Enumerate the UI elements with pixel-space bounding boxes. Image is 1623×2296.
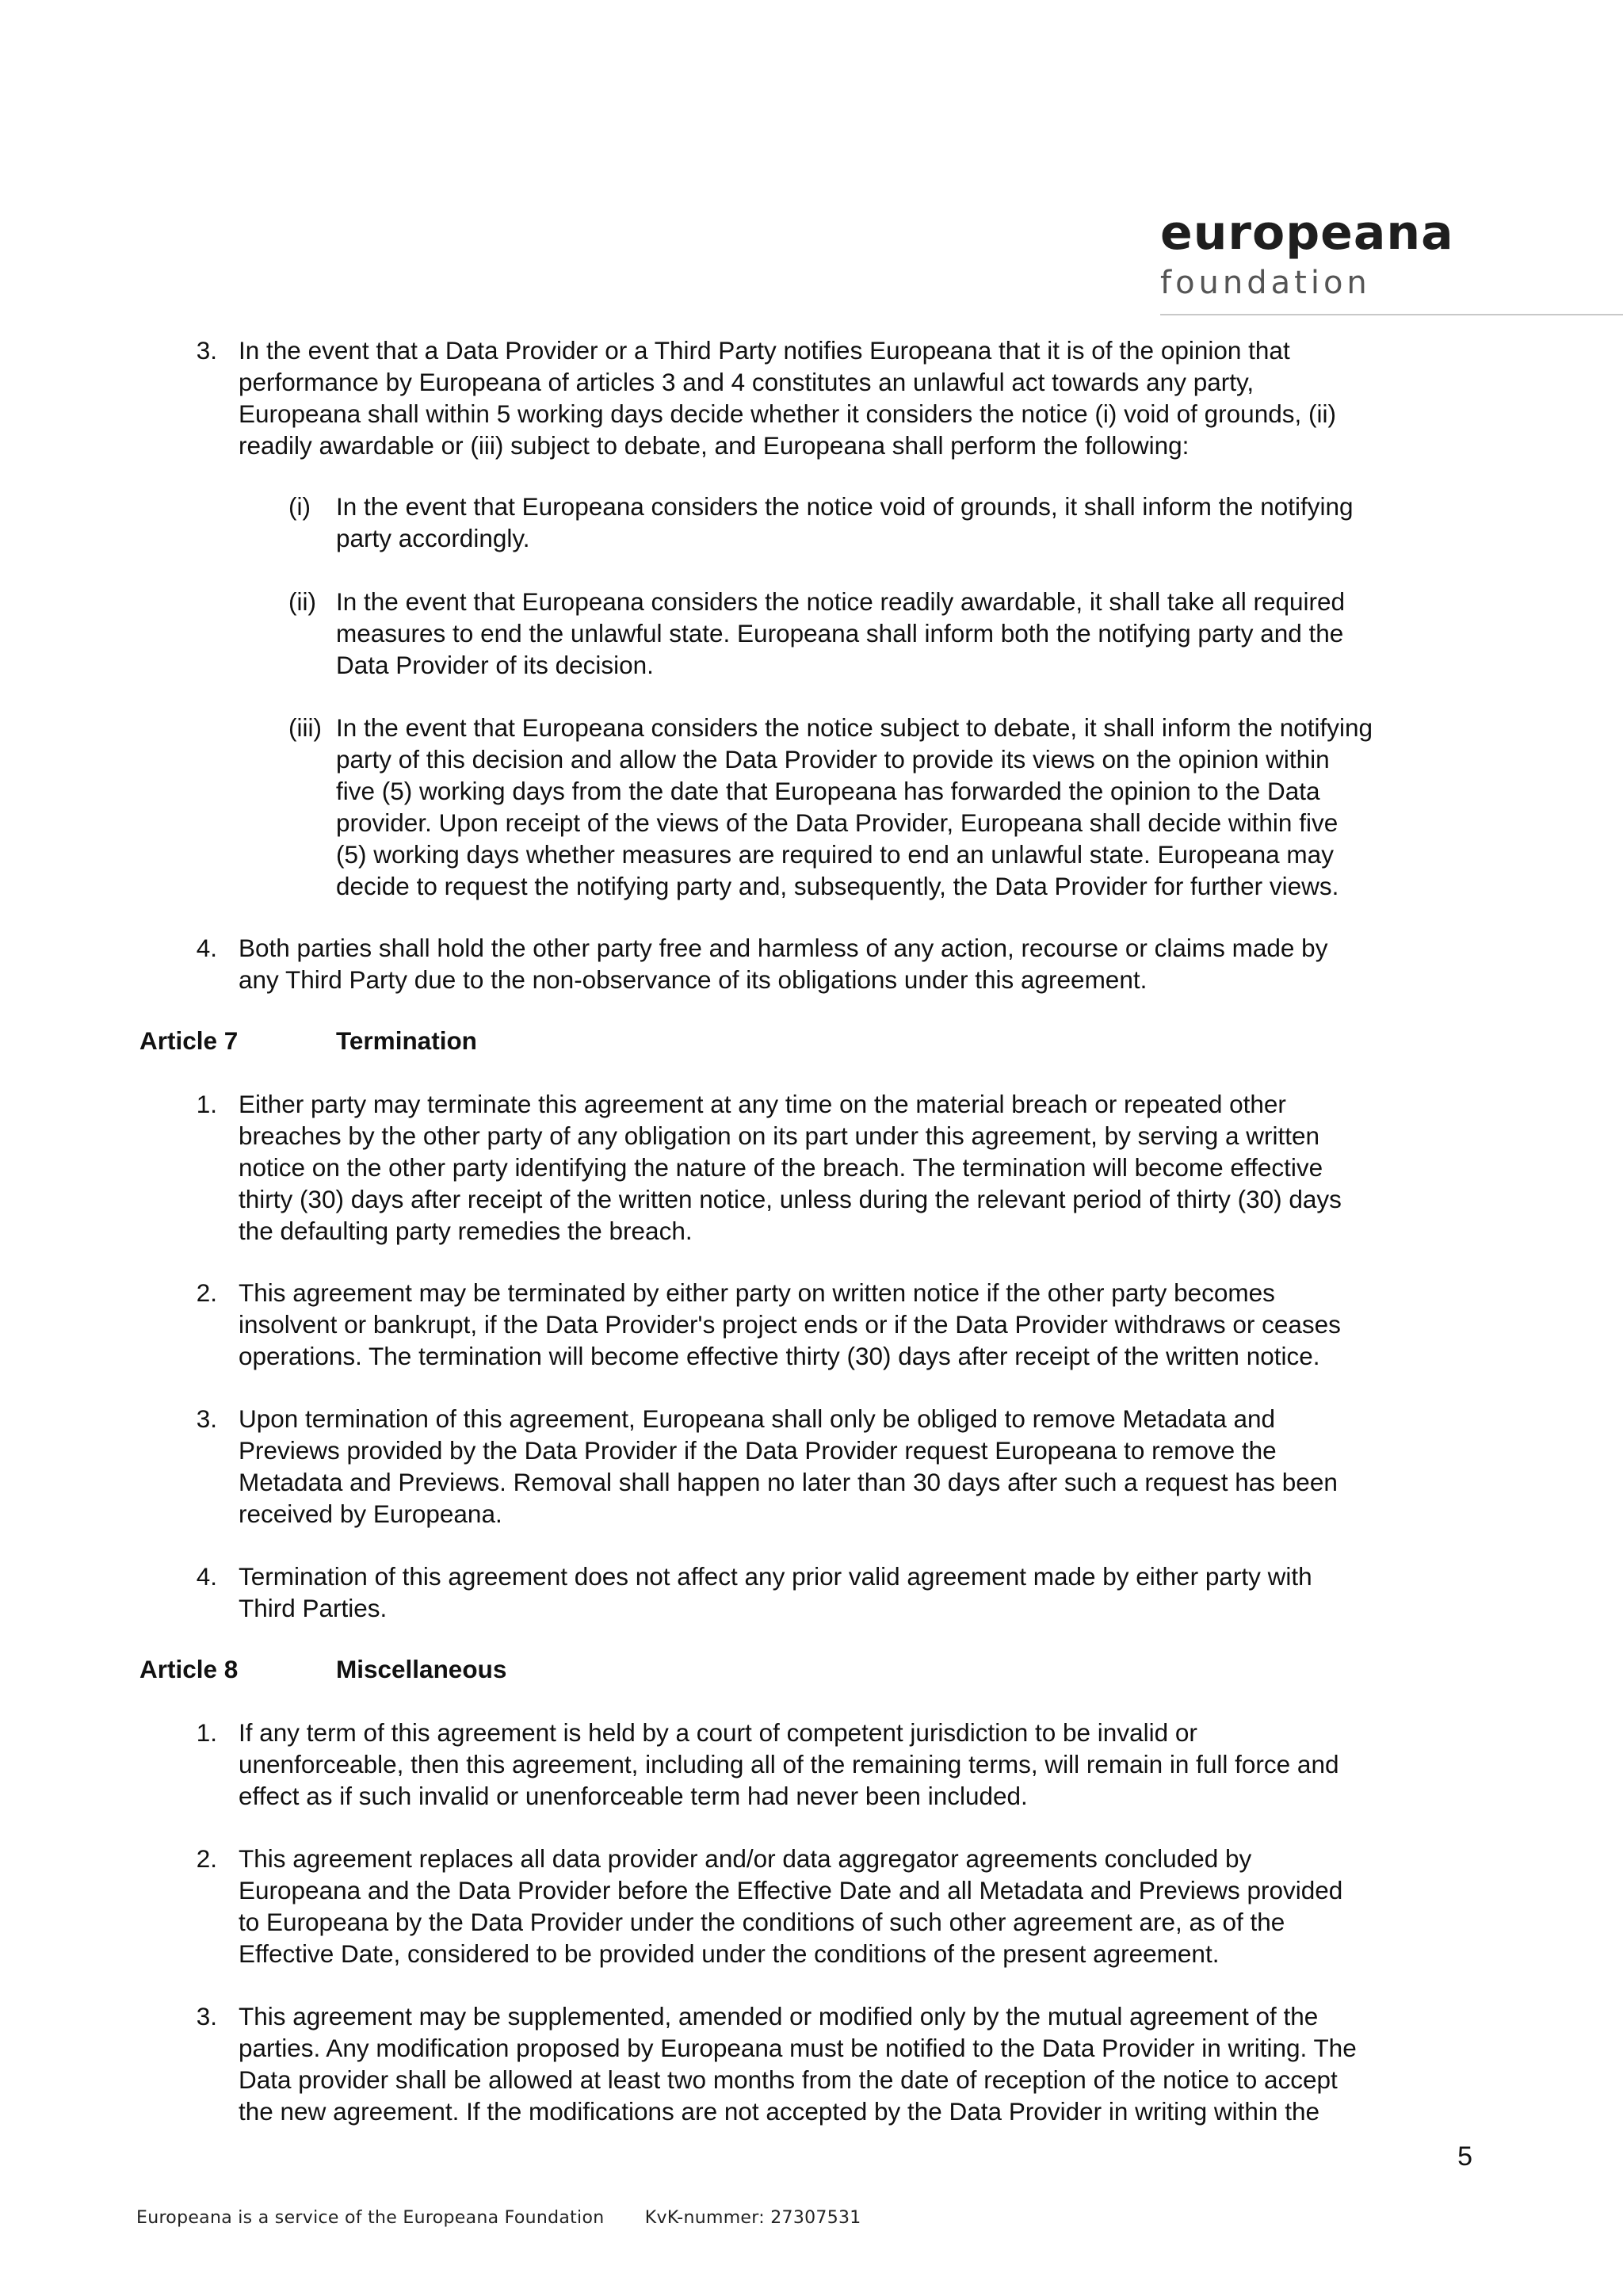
clause-text-line: insolvent or bankrupt, if the Data Provider's project ends or if the Data Provider withdraws or ceases [239, 1310, 1341, 1339]
article-number: Article 7 [139, 1026, 239, 1055]
clause-text-line: five (5) working days from the date that Europeana has forwarded the opinion to the Data [336, 777, 1320, 805]
article-number: Article 8 [139, 1655, 239, 1683]
clause-text-line: Both parties shall hold the other party free and harmless of any action, recourse or claims made by [239, 934, 1328, 962]
clause-text-line: In the event that Europeana considers the notice void of grounds, it shall inform the notifying [336, 492, 1354, 521]
clause-text-line: breaches by the other party of any obligation on its part under this agreement, by serving a written [239, 1121, 1320, 1150]
clause-text-line: This agreement may be supplemented, amended or modified only by the mutual agreement of the [239, 2002, 1319, 2030]
logo-subtitle: foundation [1160, 265, 1371, 301]
clause-text-line: This agreement replaces all data provider and/or data aggregator agreements concluded by [239, 1844, 1252, 1873]
clause-number: (ii) [288, 587, 316, 616]
clause-text-line: thirty (30) days after receipt of the written notice, unless during the relevant period of thirty (30) days [239, 1185, 1342, 1213]
clause-text-line: Either party may terminate this agreement at any time on the material breach or repeated other [239, 1090, 1286, 1118]
clause-text-line: unenforceable, then this agreement, including all of the remaining terms, will remain in full force and [239, 1750, 1339, 1778]
clause-number: 3. [196, 336, 217, 365]
clause-text-line: In the event that Europeana considers the notice readily awardable, it shall take all required [336, 587, 1346, 616]
clause-text-line: (5) working days whether measures are required to end an unlawful state. Europeana may [336, 840, 1334, 869]
footer-service-text: Europeana is a service of the Europeana Foundation [136, 2208, 605, 2228]
clause-text-line: the defaulting party remedies the breach. [239, 1217, 693, 1245]
clause-text-line: to Europeana by the Data Provider under the conditions of such other agreement are, as of the [239, 1908, 1285, 1936]
clause-text-line: measures to end the unlawful state. Europeana shall inform both the notifying party and the [336, 619, 1344, 648]
clause-text-line: received by Europeana. [239, 1499, 502, 1528]
clause-text-line: Metadata and Previews. Removal shall happen no later than 30 days after such a request has been [239, 1468, 1338, 1496]
clause-text-line: Europeana shall within 5 working days decide whether it considers the notice (i) void of grounds, (ii) [239, 399, 1336, 428]
clause-text-line: party of this decision and allow the Data Provider to provide its views on the opinion within [336, 745, 1330, 774]
header-divider [1160, 314, 1623, 315]
clause-number: 2. [196, 1278, 217, 1307]
clause-text-line: Europeana and the Data Provider before the Effective Date and all Metadata and Previews provided [239, 1876, 1343, 1904]
clause-text-line: the new agreement. If the modifications are not accepted by the Data Provider in writing within the [239, 2097, 1319, 2126]
footer-kvk-number: KvK-nummer: 27307531 [644, 2208, 861, 2228]
clause-text-line: Data Provider of its decision. [336, 651, 654, 679]
europeana-foundation-logo [1160, 205, 1454, 303]
clause-text-line: Previews provided by the Data Provider if the Data Provider request Europeana to remove the [239, 1436, 1277, 1465]
clause-text-line: parties. Any modification proposed by Europeana must be notified to the Data Provider in writing. The [239, 2034, 1357, 2062]
clause-number: 1. [196, 1718, 217, 1747]
clause-text-line: notice on the other party identifying the nature of the breach. The termination will become effective [239, 1153, 1323, 1182]
clause-text-line: This agreement may be terminated by either party on written notice if the other party becomes [239, 1278, 1275, 1307]
clause-number: 3. [196, 1404, 217, 1433]
clause-text-line: decide to request the notifying party and, subsequently, the Data Provider for further views. [336, 872, 1339, 900]
clause-number: 2. [196, 1844, 217, 1873]
clause-text-line: In the event that a Data Provider or a Third Party notifies Europeana that it is of the opinion that [239, 336, 1290, 365]
article-title: Miscellaneous [336, 1655, 507, 1683]
page-number: 5 [1457, 2141, 1472, 2172]
clause-number: (iii) [288, 713, 322, 742]
clause-number: 4. [196, 1562, 217, 1591]
clause-text-line: Effective Date, considered to be provided under the conditions of the present agreement. [239, 1939, 1220, 1968]
clause-text-line: effect as if such invalid or unenforceable term had never been included. [239, 1782, 1028, 1810]
clause-number: 4. [196, 934, 217, 962]
clause-number: 3. [196, 2002, 217, 2030]
clause-text-line: Third Parties. [239, 1594, 388, 1622]
clause-text-line: Termination of this agreement does not affect any prior valid agreement made by either party with [239, 1562, 1312, 1591]
clause-text-line: operations. The termination will become effective thirty (30) days after receipt of the written notice. [239, 1342, 1320, 1370]
clause-text-line: If any term of this agreement is held by a court of competent jurisdiction to be invalid or [239, 1718, 1197, 1747]
clause-text-line: Data provider shall be allowed at least two months from the date of reception of the notice to accept [239, 2065, 1338, 2094]
clause-text-line: Upon termination of this agreement, Europeana shall only be obliged to remove Metadata and [239, 1404, 1276, 1433]
clause-text-line: provider. Upon receipt of the views of the Data Provider, Europeana shall decide within five [336, 808, 1338, 837]
clause-text-line: any Third Party due to the non-observance of its obligations under this agreement. [239, 965, 1148, 994]
logo-wordmark: europeana [1160, 205, 1454, 261]
clause-number: (i) [288, 492, 311, 521]
footer [136, 2208, 896, 2228]
clause-number: 1. [196, 1090, 217, 1118]
clause-text-line: In the event that Europeana considers the notice subject to debate, it shall inform the notifying [336, 713, 1373, 742]
clause-text-line: readily awardable or (iii) subject to debate, and Europeana shall perform the following: [239, 431, 1190, 460]
clause-text-line: performance by Europeana of articles 3 and 4 constitutes an unlawful act towards any party, [239, 368, 1254, 396]
article-title: Termination [336, 1026, 477, 1055]
clause-text-line: party accordingly. [336, 524, 530, 552]
